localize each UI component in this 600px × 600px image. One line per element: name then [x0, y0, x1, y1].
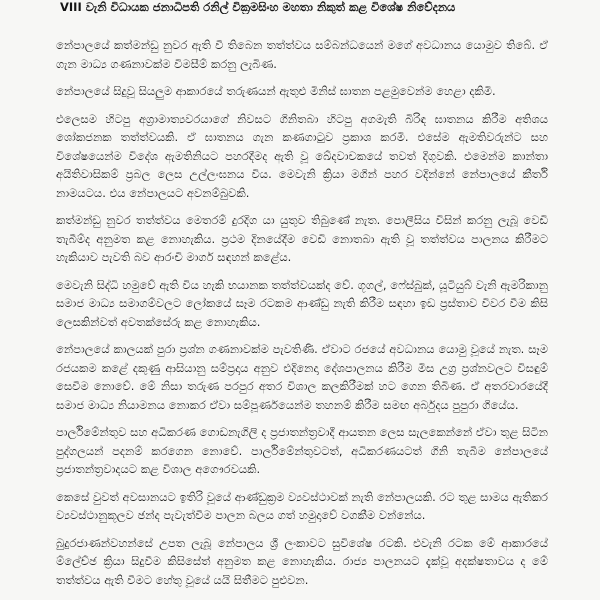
paragraph-5: මෙවැනි සිද්ධි හමුවේ ඇති විය හැකි භයානක තත්ත්වයක්ද වේ. ගූගල්, ෆේස්බුක්, යූටියුබ් වැනි ඇමරිකානු සමාජ මාධ්‍ය සමාගම්වලට ලෝකයේ සෑම රටකම ආණ්ඩු නැති කිරීම සඳහා ඉඩ ප්‍රස්තාව විවර වීම කිසි ලෙසකින්වත් අවතක්සේරු කළ නොහැකිය. — [56, 277, 548, 329]
document-title: VIII වැනි විධායක ජනාධිපති රනිල් වික්‍රමසිංහ මහතා නිකුත් කළ විශේෂ නිවේදනය — [60, 0, 456, 14]
document-body — [56, 36, 548, 596]
paragraph-7: පාර්ලිමේන්තුව සහ අධිකරණ ගොඩනැගිලි ද ප්‍රජාතන්ත්‍රවාදී ආයතන ලෙස සැලකෙන්නේ ඒවා තුළ සිටින පුද්ගලයන් පදනම් කරගෙන නොවේ. පාර්ලිමේන්තුවටත්, අධිකරණයටත් ගිනි තැබීම නේපාලයේ ප්‍රජාතන්ත්‍රවාදයට කළ විශාල අගෞරවයකි. — [56, 425, 548, 476]
paragraph-6: නේපාලයේ කාලයක් පුරා ප්‍රශ්න ගණනාවක්ම පැවතිණි. ඒවාට රජයේ අවධානය යොමු වූයේ නැත. සෑම රජයකම කළේ දකුණු ආසියානු සම්ප්‍රදාය අනුව එදිනෙදා දේශපාලනය කිරීම මිස උග්‍ර ප්‍රශ්නවලට විසඳුම් සෙවීම නොවේ. මේ නිසා තරුණ පරපුර අතර විශාල කලකිරීමක් හට ගෙන තිබිණ. ඒ අතරවාරයේදී සමාජ මාධ්‍ය නියාමනය නොකර ඒවා සම්පූර්ණයෙන්ම තහනම් කිරීම සමඟ අර්බුදය පුපුරා ගියේය. — [56, 342, 548, 412]
paragraph-4: කත්මන්ඩු නුවර තත්ත්වය මෙතරම් දුරදිග යා යුතුව තිබුණේ නැත. පොලීසිය විසින් කරනු ලැබූ වෙඩි තැබීම්ද අනුමත කළ නොහැකිය. ප්‍රථම දිනයේදීම වෙඩි නොතබා ඇති වූ තත්ත්වය පාලනය කිරීමට හැකියාව පැවති බව ආරංචි මාර්ග සඳහන් කළේය. — [56, 213, 548, 264]
paragraph-2: නේපාලයේ සිදුවූ සියලුම ආකාරයේ තරුණයන් ඇතුළු මිනිස් ඝාතන පළමුවෙන්ම හෙළා දකිමි. — [56, 84, 496, 98]
paragraph-8: කෙසේ වුවත් අවසානයට ඉතිරි වූයේ ආණ්ඩුක්‍රම ව්‍යවස්ථාවක් නැති නේපාලයකි. රට තුළ සාමය ඇතිකර ව්‍යවස්ථානුකූලව ඡන්ද පැවැත්වීම පාලන බලය ගත් හමුදාවේ වගකීම වන්නේය. — [56, 489, 548, 522]
paragraph-9: බුදුරජාණන්වහන්සේ උපත ලැබූ නේපාලය ශ්‍රී ලංකාවට සුවිශේෂ රටකි. එවැනි රටක මේ ආකාරයේ ම්ලේච්ඡ ක්‍රියා සිදුවීම කිසිසේත් අනුමත කළ නොහැකිය. රාජ්‍ය පාලනයට දැක්වූ අදක්ෂතාවය ද මේ තත්ත්වය ඇති වීමට හේතු වූයේ යයි සිතීමට පුළුවන. — [56, 535, 548, 587]
paragraph-3: එලෙසම හිටපු අග්‍රාමාත්‍යවරයාගේ නිවසට ගිනිතබා හිටපු අගමැති බිරිඳ ඝාතනය කිරීම අතිශය ශෝකජනක තත්ත්වයකි. ඒ ඝාතනය ගැන කණගාටුව ප්‍රකාශ කරමි. එසේම ඇමතිවරුන්ට සහ විශේෂයෙන්ම විදේශ ඇමතිනියට පහරදීමද ඇති වූ ඛේදවාචකයේ තවත් දිගුවකි. එමෙන්ම කාන්තා අයිතිවාසිකම් ප්‍රබල ලෙස උල්ලංඝනය විය. මෙවැනි ක්‍රියා මගින් පහර වදින්නේ නේපාලයේ කීර්ති නාමයටය. එය නේපාලයට අවනම්බුවකි. — [56, 111, 548, 200]
paragraph-1: නේපාලයේ කත්මන්ඩු නුවර ඇති වී තිබෙන තත්ත්වය සම්බන්ධයෙන් මගේ අවධානය යොමුව තිබේ. ඒ ගැන මාධ්‍ය ගණනාවක්ම විමසීම් කරනු ලැබිණ. — [56, 38, 548, 71]
